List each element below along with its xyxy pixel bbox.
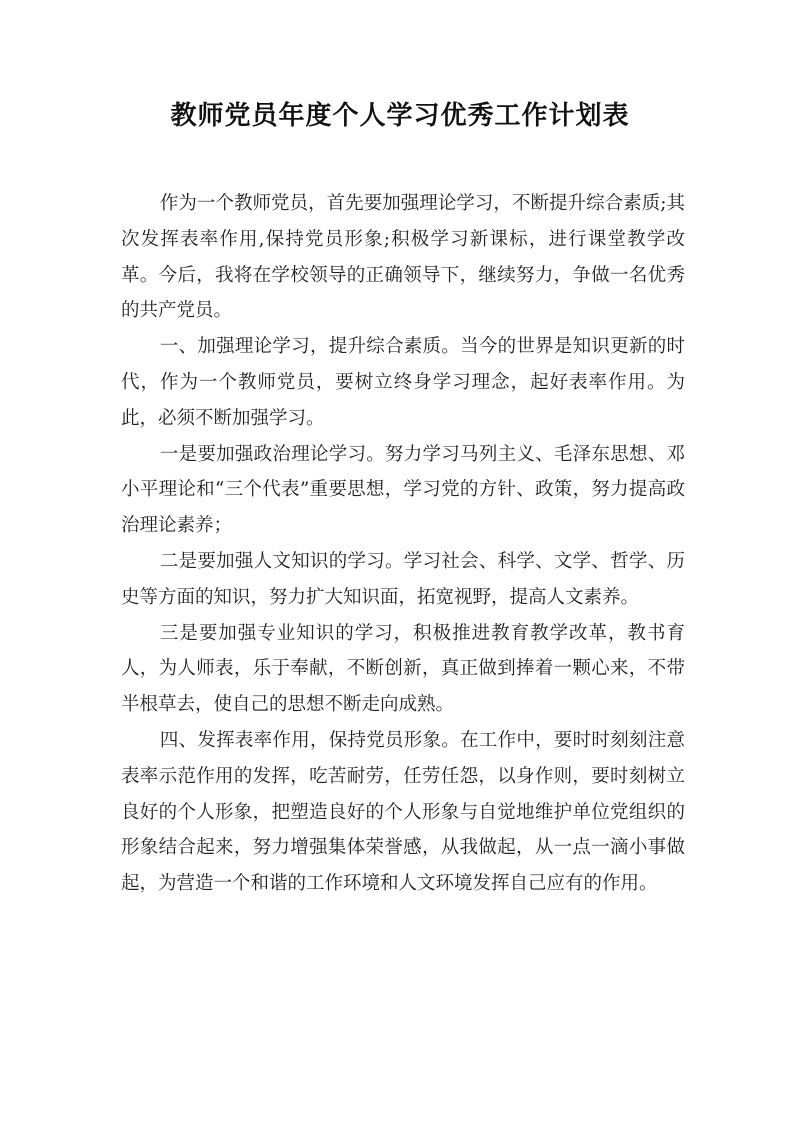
document-body (121, 186, 685, 902)
paragraph-section-four: 四、发挥表率作用，保持党员形象。在工作中，要时时刻刻注意表率示范作用的发挥，吃苦耐劳，任劳任怨，以身作则，要时刻树立良好的个人形象，把塑造良好的个人形象与自觉地维护单位党组织的形象结合起来，努力增强集体荣誉感，从我做起，从一点一滴小事做起，为营造一个和谐的工作环境和人文环境发挥自己应有的作用。 (121, 729, 685, 895)
paragraph-professional: 三是要加强专业知识的学习，积极推进教育教学改革，教书育人，为人师表，乐于奉献，不断创新，真正做到捧着一颗心来，不带半根草去，使自己的思想不断走向成熟。 (121, 622, 685, 716)
paragraph-political-theory: 一是要加强政治理论学习。努力学习马列主义、毛泽东思想、邓小平理论和“三个代表”重要思想，学习党的方针、政策，努力提高政治理论素养； (121, 443, 685, 537)
document-title: 教师党员年度个人学习优秀工作计划表 (170, 101, 630, 131)
paragraph-section-one: 一、加强理论学习，提升综合素质。当今的世界是知识更新的时代，作为一个教师党员，要树立终身学习理念，起好表率作用。为此，必须不断加强学习。 (121, 336, 685, 429)
paragraph-intro: 作为一个教师党员，首先要加强理论学习，不断提升综合素质;其次发挥表率作用,保持党员形象;积极学习新课标，进行课堂教学改革。今后，我将在学校领导的正确领导下，继续努力，争做一名优秀的共产党员。 (121, 193, 685, 322)
paragraph-humanities: 二是要加强人文知识的学习。学习社会、科学、文学、哲学、历史等方面的知识，努力扩大知识面，拓宽视野，提高人文素养。 (121, 550, 685, 608)
